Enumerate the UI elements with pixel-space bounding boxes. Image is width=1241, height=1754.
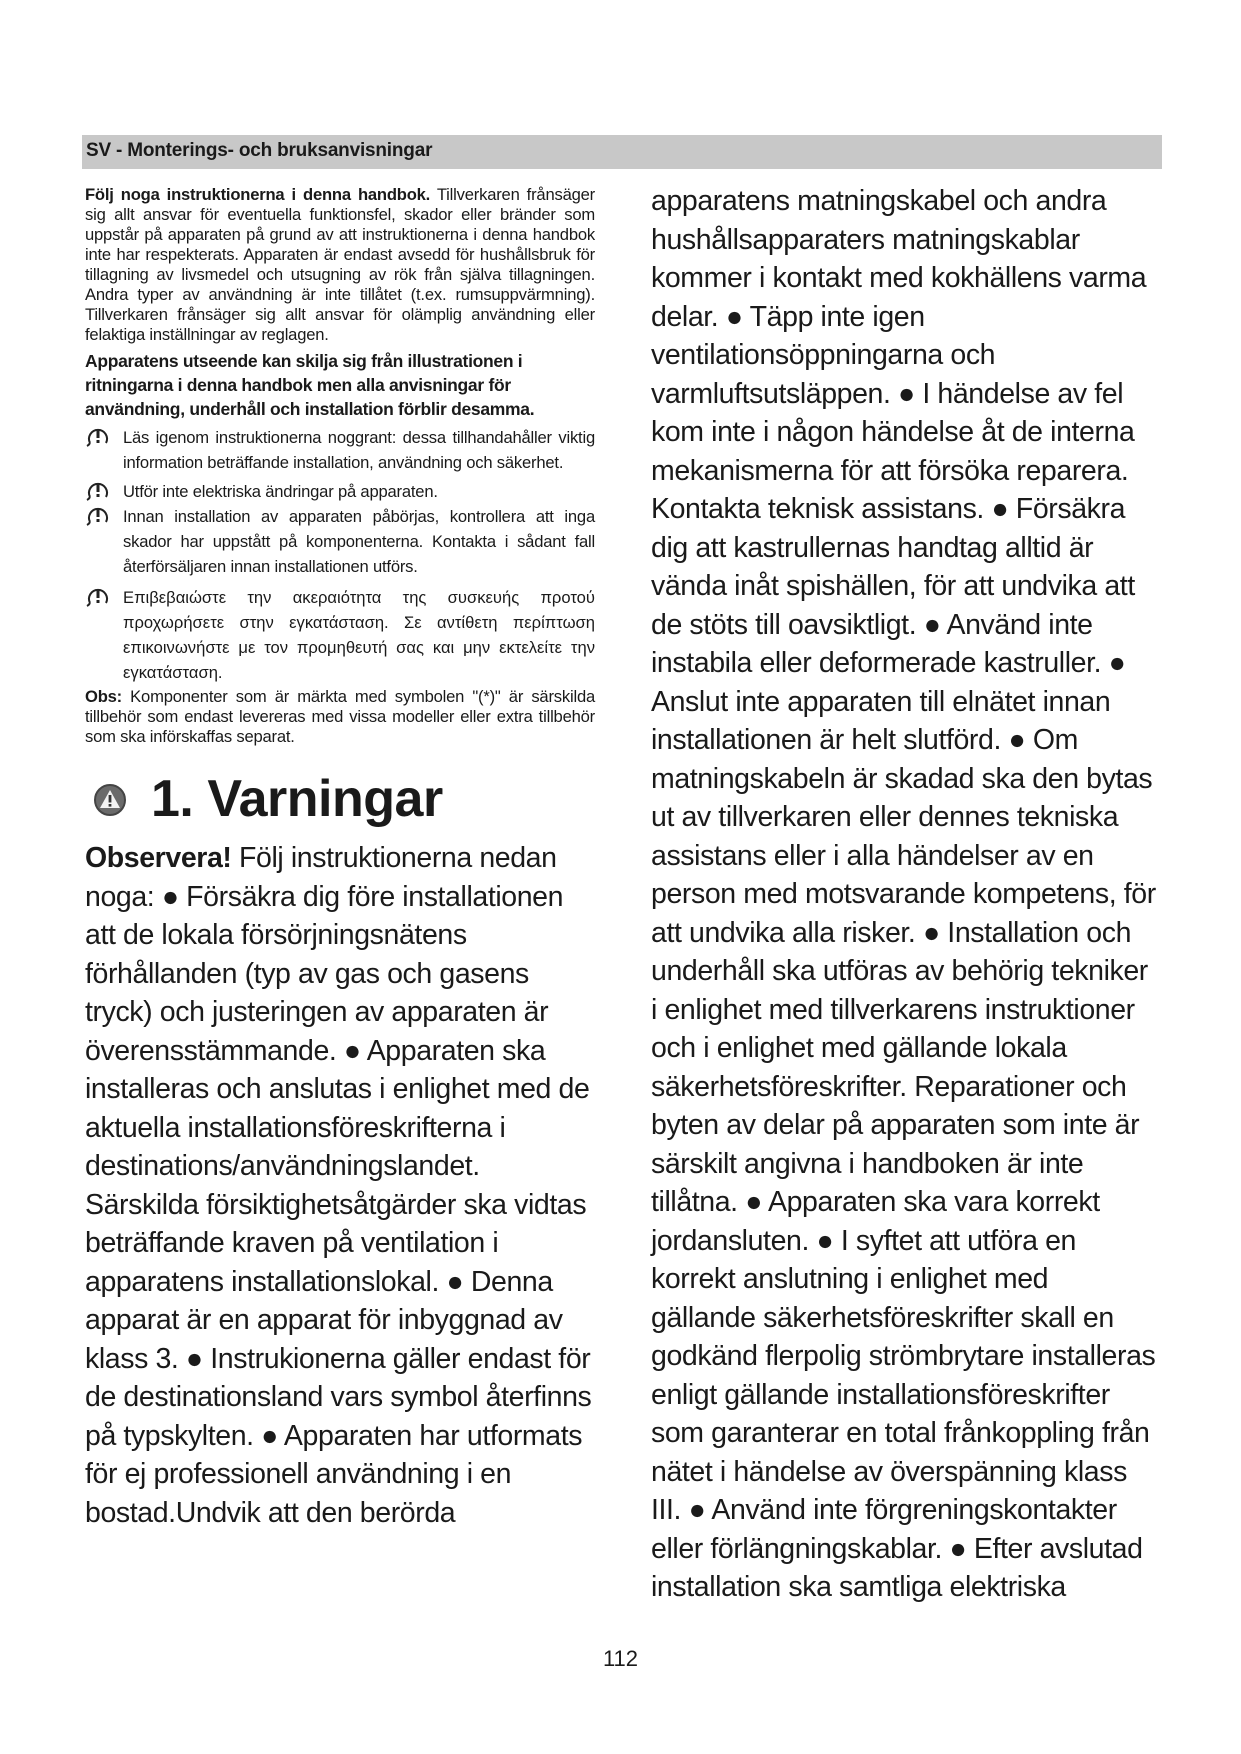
section-title: 1. Varningar xyxy=(151,770,443,828)
body-right-text: apparatens matningskabel och andra hushållsapparaters matningskablar kommer i kontakt med kokhällens varma delar. ● Täpp inte igen ventilationsöppningarna och varmluftsutsläppen. ● I händelse av fel kom inte i någon händelse åt de interna mekanismerna för att försöka reparera. Kontakta teknisk assistans. ● Försäkra dig att kastrullernas handtag alltid är vända inåt spishällen, för att undvika att de stöts till oavsiktligt. ● Använd inte instabila eller deformerade kastruller. ● Anslut inte apparaten till elnätet innan installationen är helt slutförd. ● Om matningskabeln är skadad ska den bytas ut av tillverkaren eller dennes tekniska assistans eller i alla händelser av en person med motsvarande kompetens, för att undvika alla risker. ● Installation och underhåll ska utföras av behörig tekniker i enlighet med tillverkarens instruktioner och i enlighet med gällande lokala säkerhetsföreskrifter. Reparationer och byten av delar på apparaten som inte är särskilt angivna i handboken är inte tillåtna. ● Apparaten ska vara korrekt jordansluten. ● I syftet att utföra en korrekt anslutning i enlighet med gällande säkerhetsföreskrifter skall en godkänd flerpolig strömbrytare installeras enligt gällande installationsföreskrifter som garanterar en total frånkoppling från nätet i händelse av överspänning klass III. ● Använd inte förgreningskontakter eller förlängningskablar. ● Efter avslutad installation ska samtliga elektriska xyxy=(651,185,1156,1603)
obs-text: Komponenter som är märkta med symbolen "(*)" är särskilda tillbehör som endast levereras med vissa modeller eller extra tillbehör som ska införskaffas separat. xyxy=(85,687,595,746)
intro-text: Tillverkaren frånsäger sig allt ansvar för eventuella funktionsfel, skador eller bränder som uppstår på apparaten på grund av att instruktionerna i denna handbok inte har respekterats. Apparaten är endast avsedd för hushållsbruk för tillagning av livsmedel och utsugning av rök från själva tillagningen. Andra typer av användning är inte tillåtet (t.ex. rumsuppvärmning). Tillverkaren frånsäger sig allt ansvar för olämplig användning eller felaktiga inställningar av reglagen. xyxy=(85,185,595,344)
warning-item xyxy=(85,479,595,504)
warning-text: Innan installation av apparaten påbörjas, kontrollera att inga skador har uppstått på komponenterna. Kontakta i sådant fall återförsäljaren innan installationen utförs. xyxy=(123,507,595,576)
warning-triangle-icon xyxy=(93,783,127,822)
right-column xyxy=(651,182,1159,1607)
caution-icon xyxy=(85,425,111,447)
obs-label: Obs: xyxy=(85,687,122,706)
caution-icon xyxy=(85,585,111,607)
warning-item xyxy=(85,585,595,685)
warning-text: Utför inte elektriska ändringar på apparaten. xyxy=(123,482,438,501)
warning-item xyxy=(85,504,595,579)
appearance-note: Apparatens utseende kan skilja sig från illustrationen i ritningarna i denna handbok men alla anvisningar för användning, underhåll och installation förblir desamma. xyxy=(85,351,535,419)
intro-lead: Följ noga instruktionerna i denna handbok. xyxy=(85,185,431,204)
section-heading xyxy=(85,769,595,829)
header-title: SV - Monterings- och bruksanvisningar xyxy=(86,140,433,161)
caution-icon xyxy=(85,504,111,526)
caution-icon xyxy=(85,479,111,501)
body-left-content: Följ instruktionerna nedan noga: ● Försäkra dig före installationen att de lokala försörjningsnätens förhållanden (typ av gas och gasens tryck) och justeringen av apparaten är överensstämmande. ● Apparaten ska installeras och anslutas i enlighet med de aktuella installationsföreskrifterna i destinations/användningslandet. Särskilda försiktighetsåtgärder ska vidtas beträffande kraven på ventilation i apparatens installationslokal. ● Denna apparat är en apparat för inbyggnad av klass 3. ● Instrukionerna gäller endast för de destinationsland vars symbol återfinns på typskylten. ● Apparaten har utformats för ej professionell användning i en bostad.Undvik att den berörda xyxy=(85,842,592,1529)
intro-paragraph xyxy=(85,185,595,345)
left-column xyxy=(85,185,595,1532)
observe-lead: Observera! xyxy=(85,842,232,874)
section-header-bar xyxy=(82,135,1162,169)
warning-text: Läs igenom instruktionerna noggrant: dessa tillhandahåller viktig information beträffande installation, användning och säkerhet. xyxy=(123,428,595,472)
page-number: 112 xyxy=(602,1646,639,1671)
warning-text: Επιβεβαιώστε την ακεραιότητα της συσκευής προτού προχωρήσετε στην εγκατάσταση. Σε αντίθετη περίπτωση επικοινωνήστε με τον προμηθευτή σας και μην εκτελείτε την εγκατάσταση. xyxy=(123,588,595,682)
warning-item xyxy=(85,425,595,475)
warning-list xyxy=(85,425,595,685)
body-left-text xyxy=(85,839,595,1532)
obs-paragraph xyxy=(85,687,595,747)
